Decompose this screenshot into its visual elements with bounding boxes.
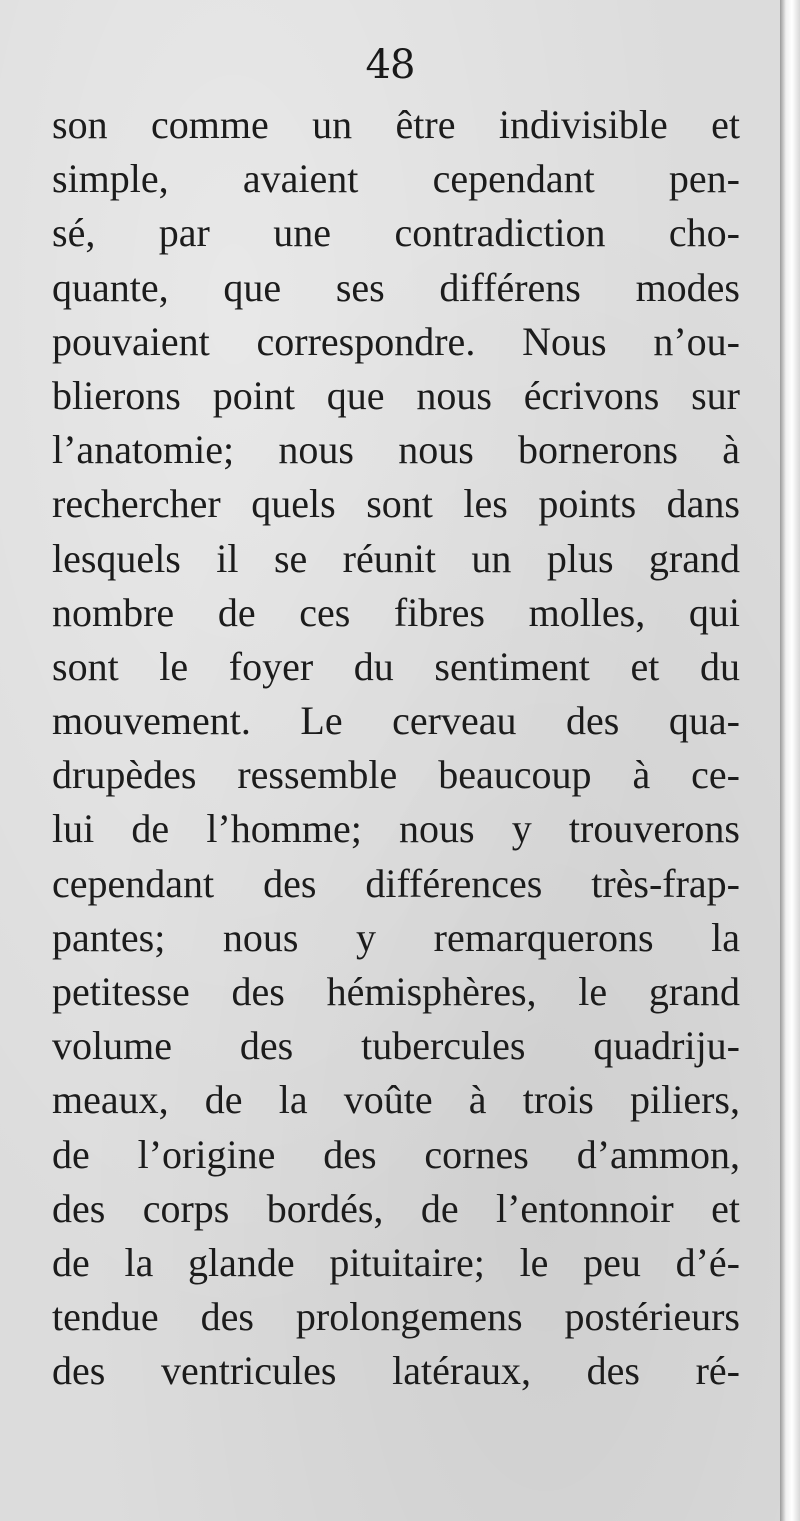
text-line-18: volume des tubercules quadriju- — [52, 1023, 740, 1069]
text-line-9: lesquels il se réunit un plus grand — [52, 535, 740, 581]
text-line-8: rechercher quels sont les points dans — [52, 481, 740, 527]
text-line-20: de l’origine des cornes d’ammon, — [52, 1131, 740, 1177]
text-line-23: tendue des prolongemens postérieurs — [52, 1294, 740, 1340]
text-line-7: l’anatomie; nous nous bornerons à — [52, 427, 740, 473]
text-line-16: pantes; nous y remarquerons la — [52, 914, 740, 960]
text-line-21: des corps bordés, de l’entonnoir et — [52, 1185, 740, 1231]
text-line-17: petitesse des hémisphères, le grand — [52, 969, 740, 1014]
text-line-19: meaux, de la voûte à trois piliers, — [52, 1077, 740, 1123]
text-line-15: cependant des différences très-frap- — [52, 860, 740, 906]
text-line-22: de la glande pituitaire; le peu d’é- — [52, 1239, 740, 1285]
body-text — [52, 98, 740, 1399]
text-line-5: pouvaient correspondre. Nous n’ou- — [52, 318, 740, 364]
text-line-24: des ventricules latéraux, des ré- — [52, 1348, 740, 1394]
text-line-12: mouvement. Le cerveau des qua- — [52, 698, 740, 744]
text-line-6: blierons point que nous écrivons sur — [52, 372, 740, 418]
text-line-4: quante, que ses différens modes — [52, 264, 740, 310]
text-line-1: son comme un être indivisible et — [52, 102, 740, 147]
text-line-10: nombre de ces fibres molles, qui — [52, 589, 740, 635]
text-line-11: sont le foyer du sentiment et du — [52, 643, 740, 689]
text-line-2: simple, avaient cependant pen- — [52, 156, 740, 202]
text-line-3: sé, par une contradiction cho- — [52, 210, 740, 256]
page-edge — [780, 0, 800, 1521]
text-line-14: lui de l’homme; nous y trouverons — [52, 806, 740, 852]
page-number: 48 — [365, 42, 415, 88]
text-line-13: drupèdes ressemble beaucoup à ce- — [52, 752, 740, 798]
